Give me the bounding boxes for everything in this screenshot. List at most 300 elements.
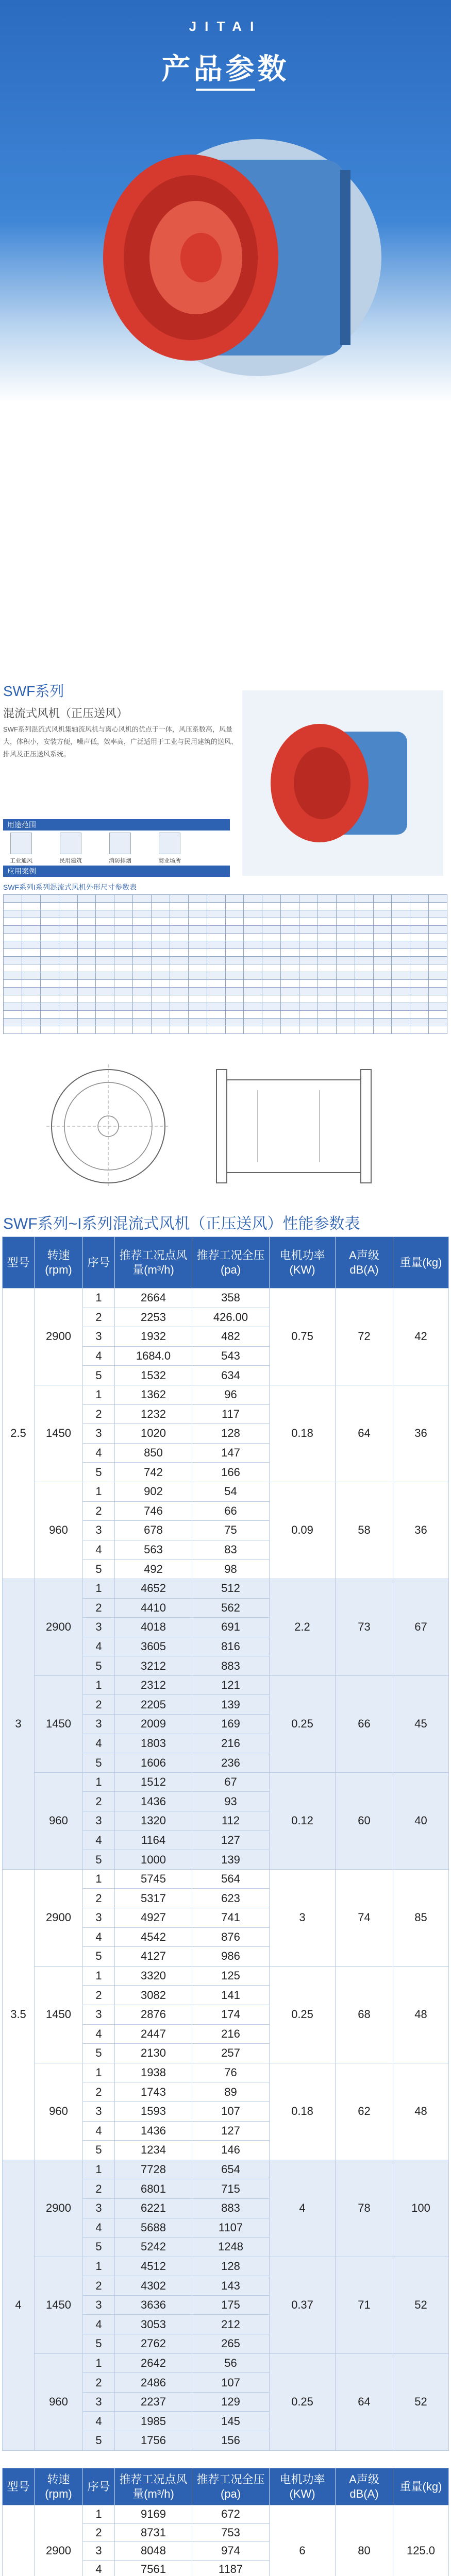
- index-cell: 5: [83, 1656, 115, 1676]
- weight-cell: 40: [393, 1772, 449, 1869]
- index-cell: 3: [83, 2198, 115, 2218]
- pressure-cell: 83: [192, 1540, 270, 1560]
- airflow-cell: 7728: [115, 2160, 192, 2179]
- pressure-cell: 562: [192, 1598, 270, 1618]
- fan-illustration: [72, 118, 392, 386]
- noise-cell: 74: [336, 1869, 393, 1966]
- hero-banner: [0, 0, 451, 402]
- pressure-cell: 146: [192, 2141, 270, 2160]
- pressure-cell: 986: [192, 1947, 270, 1967]
- airflow-cell: 492: [115, 1560, 192, 1579]
- airflow-cell: 1803: [115, 1734, 192, 1753]
- airflow-cell: 3212: [115, 1656, 192, 1676]
- performance-table-continued: [2, 2468, 449, 2576]
- weight-cell: 85: [393, 1869, 449, 1966]
- airflow-cell: 1985: [115, 2412, 192, 2431]
- header-airflow: 推荐工况点风量(m³/h): [115, 2468, 192, 2505]
- index-cell: 2: [83, 2276, 115, 2296]
- airflow-cell: 1320: [115, 1811, 192, 1831]
- index-cell: 4: [83, 1443, 115, 1463]
- speed-cell: 1450: [35, 2257, 83, 2353]
- airflow-cell: 3636: [115, 2295, 192, 2315]
- pressure-cell: 257: [192, 2044, 270, 2063]
- index-cell: 3: [83, 1618, 115, 1637]
- pressure-cell: 816: [192, 1637, 270, 1656]
- index-cell: 2: [83, 1308, 115, 1327]
- airflow-cell: 3082: [115, 1986, 192, 2005]
- table-row: [3, 1772, 449, 1792]
- speed-cell: 1450: [35, 1675, 83, 1772]
- model-cell: 3: [3, 1579, 35, 1869]
- index-cell: 2: [83, 2373, 115, 2393]
- airflow-cell: 5688: [115, 2218, 192, 2238]
- application-bar: 应用案例: [3, 866, 230, 877]
- index-cell: 4: [83, 1927, 115, 1947]
- header-power: 电机功率(KW): [270, 2468, 336, 2505]
- pressure-cell: 212: [192, 2315, 270, 2334]
- index-cell: 2: [83, 1695, 115, 1715]
- header-weight: 重量(kg): [393, 2468, 449, 2505]
- index-cell: 3: [83, 2392, 115, 2412]
- index-cell: 4: [83, 1734, 115, 1753]
- pressure-cell: 112: [192, 1811, 270, 1831]
- pressure-cell: 121: [192, 1675, 270, 1695]
- factory-icon: [10, 833, 32, 854]
- index-cell: 5: [83, 1753, 115, 1773]
- pressure-cell: 107: [192, 2102, 270, 2121]
- pressure-cell: 145: [192, 2412, 270, 2431]
- airflow-cell: 850: [115, 1443, 192, 1463]
- weight-cell: 45: [393, 1675, 449, 1772]
- index-cell: 3: [83, 1908, 115, 1928]
- index-cell: 4: [83, 1831, 115, 1850]
- index-cell: 2: [83, 1792, 115, 1811]
- index-cell: 2: [83, 2082, 115, 2102]
- feature-bar: 用途范围: [3, 819, 230, 831]
- airflow-cell: 2009: [115, 1715, 192, 1734]
- feature-icons: [3, 833, 230, 865]
- header-speed: 转速(rpm): [35, 2468, 83, 2505]
- noise-cell: 71: [336, 2257, 393, 2353]
- airflow-cell: 4512: [115, 2257, 192, 2276]
- pressure-cell: 76: [192, 2063, 270, 2082]
- airflow-cell: 678: [115, 1521, 192, 1540]
- pressure-cell: 265: [192, 2334, 270, 2354]
- pressure-cell: 216: [192, 2024, 270, 2044]
- pressure-cell: 143: [192, 2276, 270, 2296]
- pressure-cell: 96: [192, 1385, 270, 1404]
- feature-item: 工业通风: [3, 833, 39, 865]
- table-row: [3, 1289, 449, 1308]
- pressure-cell: 236: [192, 1753, 270, 1773]
- pressure-cell: 75: [192, 1521, 270, 1540]
- noise-cell: 64: [336, 1385, 393, 1482]
- index-cell: 2: [83, 1889, 115, 1908]
- index-cell: 1: [83, 1482, 115, 1501]
- weight-cell: 52: [393, 2353, 449, 2450]
- table-row: [3, 2160, 449, 2179]
- index-cell: 3: [83, 1327, 115, 1347]
- pressure-cell: 876: [192, 1927, 270, 1947]
- model-cell: [3, 2505, 35, 2576]
- index-cell: 2: [83, 2523, 115, 2542]
- table-row: [3, 2353, 449, 2373]
- index-cell: 5: [83, 2044, 115, 2063]
- pressure-cell: 166: [192, 1463, 270, 1482]
- pressure-cell: 117: [192, 1404, 270, 1424]
- airflow-cell: 1512: [115, 1772, 192, 1792]
- airflow-cell: 2876: [115, 2005, 192, 2024]
- speed-cell: 960: [35, 1772, 83, 1869]
- noise-cell: 78: [336, 2160, 393, 2257]
- airflow-cell: 4652: [115, 1579, 192, 1598]
- weight-cell: 48: [393, 2063, 449, 2160]
- index-cell: 1: [83, 2353, 115, 2373]
- index-cell: 3: [83, 2005, 115, 2024]
- airflow-cell: 902: [115, 1482, 192, 1501]
- pressure-cell: 1187: [192, 2560, 270, 2576]
- index-cell: 2: [83, 2179, 115, 2199]
- pressure-cell: 753: [192, 2523, 270, 2542]
- airflow-cell: 1684.0: [115, 1346, 192, 1366]
- series-name: SWF系列: [3, 683, 64, 699]
- header-noise: A声级dB(A): [336, 2468, 393, 2505]
- index-cell: 3: [83, 1521, 115, 1540]
- pressure-cell: 1248: [192, 2238, 270, 2257]
- airflow-cell: 4927: [115, 1908, 192, 1928]
- airflow-cell: 2642: [115, 2353, 192, 2373]
- index-cell: 1: [83, 1579, 115, 1598]
- airflow-cell: 1234: [115, 2141, 192, 2160]
- table-row: [3, 1869, 449, 1889]
- performance-table-title: SWF系列~I系列混流式风机（正压送风）性能参数表: [3, 1215, 360, 1232]
- index-cell: 1: [83, 1869, 115, 1889]
- pressure-cell: 127: [192, 2121, 270, 2141]
- building-icon: [60, 833, 81, 854]
- noise-cell: 64: [336, 2353, 393, 2450]
- pressure-cell: 141: [192, 1986, 270, 2005]
- airflow-cell: 1000: [115, 1850, 192, 1870]
- header-weight: 重量(kg): [393, 1237, 449, 1289]
- power-cell: 0.37: [270, 2257, 336, 2353]
- pressure-cell: 654: [192, 2160, 270, 2179]
- index-cell: 4: [83, 2121, 115, 2141]
- airflow-cell: 4542: [115, 1927, 192, 1947]
- airflow-cell: 4127: [115, 1947, 192, 1967]
- power-cell: 2.2: [270, 1579, 336, 1675]
- airflow-cell: 746: [115, 1501, 192, 1521]
- pressure-cell: 139: [192, 1695, 270, 1715]
- airflow-cell: 1593: [115, 2102, 192, 2121]
- table-row: [3, 1482, 449, 1501]
- noise-cell: 68: [336, 1966, 393, 2063]
- noise-cell: 80: [336, 2505, 393, 2576]
- index-cell: 3: [83, 2102, 115, 2121]
- pressure-cell: 974: [192, 2542, 270, 2561]
- pressure-cell: 67: [192, 1772, 270, 1792]
- power-cell: 0.18: [270, 2063, 336, 2160]
- airflow-cell: 1362: [115, 1385, 192, 1404]
- series-subtitle: 混流式风机（正压送风）: [3, 707, 128, 720]
- pressure-cell: 175: [192, 2295, 270, 2315]
- pressure-cell: 139: [192, 1850, 270, 1870]
- airflow-cell: 1020: [115, 1424, 192, 1444]
- weight-cell: 67: [393, 1579, 449, 1675]
- index-cell: 1: [83, 2505, 115, 2524]
- airflow-cell: 2205: [115, 1695, 192, 1715]
- pressure-cell: 174: [192, 2005, 270, 2024]
- index-cell: 5: [83, 2431, 115, 2451]
- pressure-cell: 358: [192, 1289, 270, 1308]
- header-model: 型号: [3, 2468, 35, 2505]
- dimension-drawing: [31, 1049, 433, 1204]
- airflow-cell: 1756: [115, 2431, 192, 2451]
- speed-cell: 1450: [35, 1966, 83, 2063]
- index-cell: 5: [83, 1560, 115, 1579]
- index-cell: 5: [83, 1366, 115, 1385]
- pressure-cell: 156: [192, 2431, 270, 2451]
- store-icon: [159, 833, 180, 854]
- index-cell: 2: [83, 1404, 115, 1424]
- product-description: SWF系列混流式风机集轴流风机与离心风机的优点于一体，风压系数高，风量大，体积小，安装方便，噪声低，效率高，广泛适用于工业与民用建筑的送风、排风及正压送风系统。: [3, 725, 238, 758]
- airflow-cell: 2253: [115, 1308, 192, 1327]
- pressure-cell: 691: [192, 1618, 270, 1637]
- airflow-cell: 1743: [115, 2082, 192, 2102]
- power-cell: 6: [270, 2505, 336, 2576]
- index-cell: 3: [83, 2295, 115, 2315]
- index-cell: 3: [83, 1424, 115, 1444]
- pressure-cell: 883: [192, 1656, 270, 1676]
- performance-table: [2, 1236, 449, 2451]
- speed-cell: 2900: [35, 1289, 83, 1385]
- index-cell: 5: [83, 2141, 115, 2160]
- header-airflow: 推荐工况点风量(m³/h): [115, 1237, 192, 1289]
- pressure-cell: 107: [192, 2373, 270, 2393]
- speed-cell: 2900: [35, 2505, 83, 2576]
- pressure-cell: 56: [192, 2353, 270, 2373]
- pressure-cell: 125: [192, 1966, 270, 1986]
- pressure-cell: 66: [192, 1501, 270, 1521]
- side-fan-illustration: [242, 690, 443, 876]
- index-cell: 1: [83, 2257, 115, 2276]
- power-cell: 4: [270, 2160, 336, 2257]
- index-cell: 1: [83, 2063, 115, 2082]
- speed-cell: 960: [35, 1482, 83, 1579]
- header-speed: 转速(rpm): [35, 1237, 83, 1289]
- weight-cell: 125.0: [393, 2505, 449, 2576]
- noise-cell: 58: [336, 1482, 393, 1579]
- airflow-cell: 4302: [115, 2276, 192, 2296]
- airflow-cell: 1606: [115, 1753, 192, 1773]
- power-cell: 0.75: [270, 1289, 336, 1385]
- noise-cell: 62: [336, 2063, 393, 2160]
- airflow-cell: 4410: [115, 1598, 192, 1618]
- pressure-cell: 147: [192, 1443, 270, 1463]
- index-cell: 1: [83, 1385, 115, 1404]
- pressure-cell: 482: [192, 1327, 270, 1347]
- pressure-cell: 512: [192, 1579, 270, 1598]
- pressure-cell: 883: [192, 2198, 270, 2218]
- index-cell: 4: [83, 1540, 115, 1560]
- index-cell: 3: [83, 1715, 115, 1734]
- table-row: [3, 2257, 449, 2276]
- table-row: [3, 1579, 449, 1598]
- airflow-cell: 3605: [115, 1637, 192, 1656]
- speed-cell: 2900: [35, 1869, 83, 1966]
- pressure-cell: 89: [192, 2082, 270, 2102]
- airflow-cell: 5317: [115, 1889, 192, 1908]
- airflow-cell: 1436: [115, 2121, 192, 2141]
- power-cell: 0.25: [270, 1966, 336, 2063]
- table-row: [3, 2505, 449, 2524]
- airflow-cell: 2664: [115, 1289, 192, 1308]
- power-cell: 0.18: [270, 1385, 336, 1482]
- pressure-cell: 634: [192, 1366, 270, 1385]
- index-cell: 5: [83, 1947, 115, 1967]
- index-cell: 4: [83, 1637, 115, 1656]
- table-row: [3, 1966, 449, 1986]
- header-pressure: 推荐工况全压(pa): [192, 2468, 270, 2505]
- airflow-cell: 6801: [115, 2179, 192, 2199]
- index-cell: 5: [83, 2334, 115, 2354]
- pressure-cell: 129: [192, 2392, 270, 2412]
- pressure-cell: 543: [192, 1346, 270, 1366]
- airflow-cell: 2447: [115, 2024, 192, 2044]
- index-cell: 4: [83, 2218, 115, 2238]
- weight-cell: 52: [393, 2257, 449, 2353]
- header-index: 序号: [83, 1237, 115, 1289]
- dimension-table: [3, 894, 447, 1034]
- noise-cell: 60: [336, 1772, 393, 1869]
- model-cell: 3.5: [3, 1869, 35, 2160]
- airflow-cell: 742: [115, 1463, 192, 1482]
- index-cell: 1: [83, 2160, 115, 2179]
- header-pressure: 推荐工况全压(pa): [192, 1237, 270, 1289]
- weight-cell: 100: [393, 2160, 449, 2257]
- airflow-cell: 1938: [115, 2063, 192, 2082]
- noise-cell: 73: [336, 1579, 393, 1675]
- airflow-cell: 1932: [115, 1327, 192, 1347]
- airflow-cell: 1232: [115, 1404, 192, 1424]
- airflow-cell: 8048: [115, 2542, 192, 2561]
- pressure-cell: 98: [192, 1560, 270, 1579]
- index-cell: 5: [83, 1463, 115, 1482]
- airflow-cell: 1532: [115, 1366, 192, 1385]
- power-cell: 0.09: [270, 1482, 336, 1579]
- pressure-cell: 216: [192, 1734, 270, 1753]
- airflow-cell: 2312: [115, 1675, 192, 1695]
- speed-cell: 2900: [35, 2160, 83, 2257]
- pressure-cell: 128: [192, 2257, 270, 2276]
- index-cell: 1: [83, 1675, 115, 1695]
- airflow-cell: 9169: [115, 2505, 192, 2524]
- airflow-cell: 5745: [115, 1869, 192, 1889]
- airflow-cell: 7561: [115, 2560, 192, 2576]
- speed-cell: 1450: [35, 1385, 83, 1482]
- index-cell: 2: [83, 1501, 115, 1521]
- airflow-cell: 5242: [115, 2238, 192, 2257]
- index-cell: 4: [83, 2315, 115, 2334]
- pressure-cell: 1107: [192, 2218, 270, 2238]
- index-cell: 3: [83, 1811, 115, 1831]
- header-index: 序号: [83, 2468, 115, 2505]
- airflow-cell: 563: [115, 1540, 192, 1560]
- table-row: [3, 1385, 449, 1404]
- index-cell: 1: [83, 1289, 115, 1308]
- index-cell: 2: [83, 1598, 115, 1618]
- weight-cell: 48: [393, 1966, 449, 2063]
- weight-cell: 36: [393, 1385, 449, 1482]
- index-cell: 4: [83, 2560, 115, 2576]
- table-row: [3, 1675, 449, 1695]
- pressure-cell: 128: [192, 1424, 270, 1444]
- airflow-cell: 1164: [115, 1831, 192, 1850]
- pressure-cell: 715: [192, 2179, 270, 2199]
- speed-cell: 960: [35, 2063, 83, 2160]
- index-cell: 4: [83, 2412, 115, 2431]
- feature-item: 商业场所: [152, 833, 188, 865]
- airflow-cell: 3320: [115, 1966, 192, 1986]
- power-cell: 0.12: [270, 1772, 336, 1869]
- index-cell: 1: [83, 1966, 115, 1986]
- speed-cell: 2900: [35, 1579, 83, 1675]
- speed-cell: 960: [35, 2353, 83, 2450]
- power-cell: 3: [270, 1869, 336, 1966]
- index-cell: 5: [83, 2238, 115, 2257]
- power-cell: 0.25: [270, 1675, 336, 1772]
- airflow-cell: 2237: [115, 2392, 192, 2412]
- pressure-cell: 426.00: [192, 1308, 270, 1327]
- airflow-cell: 3053: [115, 2315, 192, 2334]
- power-cell: 0.25: [270, 2353, 336, 2450]
- feature-item: 消防排烟: [102, 833, 138, 865]
- header-power: 电机功率(KW): [270, 1237, 336, 1289]
- index-cell: 4: [83, 1346, 115, 1366]
- pressure-cell: 93: [192, 1792, 270, 1811]
- index-cell: 3: [83, 2542, 115, 2561]
- weight-cell: 42: [393, 1289, 449, 1385]
- index-cell: 1: [83, 1772, 115, 1792]
- weight-cell: 36: [393, 1482, 449, 1579]
- noise-cell: 72: [336, 1289, 393, 1385]
- index-cell: 5: [83, 1850, 115, 1870]
- airflow-cell: 4018: [115, 1618, 192, 1637]
- pressure-cell: 672: [192, 2505, 270, 2524]
- pressure-cell: 623: [192, 1889, 270, 1908]
- model-cell: 2.5: [3, 1289, 35, 1579]
- airflow-cell: 8731: [115, 2523, 192, 2542]
- airflow-cell: 2762: [115, 2334, 192, 2354]
- airflow-cell: 2130: [115, 2044, 192, 2063]
- noise-cell: 66: [336, 1675, 393, 1772]
- fire-icon: [109, 833, 131, 854]
- pressure-cell: 54: [192, 1482, 270, 1501]
- airflow-cell: 2486: [115, 2373, 192, 2393]
- index-cell: 4: [83, 2024, 115, 2044]
- title-underline: [196, 89, 255, 91]
- feature-item: 民用建筑: [53, 833, 89, 865]
- table-row: [3, 2063, 449, 2082]
- pressure-cell: 741: [192, 1908, 270, 1928]
- pressure-cell: 127: [192, 1831, 270, 1850]
- pressure-cell: 564: [192, 1869, 270, 1889]
- page-title: 产品参数: [161, 53, 290, 85]
- model-cell: 4: [3, 2160, 35, 2450]
- index-cell: 2: [83, 1986, 115, 2005]
- airflow-cell: 6221: [115, 2198, 192, 2218]
- pressure-cell: 169: [192, 1715, 270, 1734]
- airflow-cell: 1436: [115, 1792, 192, 1811]
